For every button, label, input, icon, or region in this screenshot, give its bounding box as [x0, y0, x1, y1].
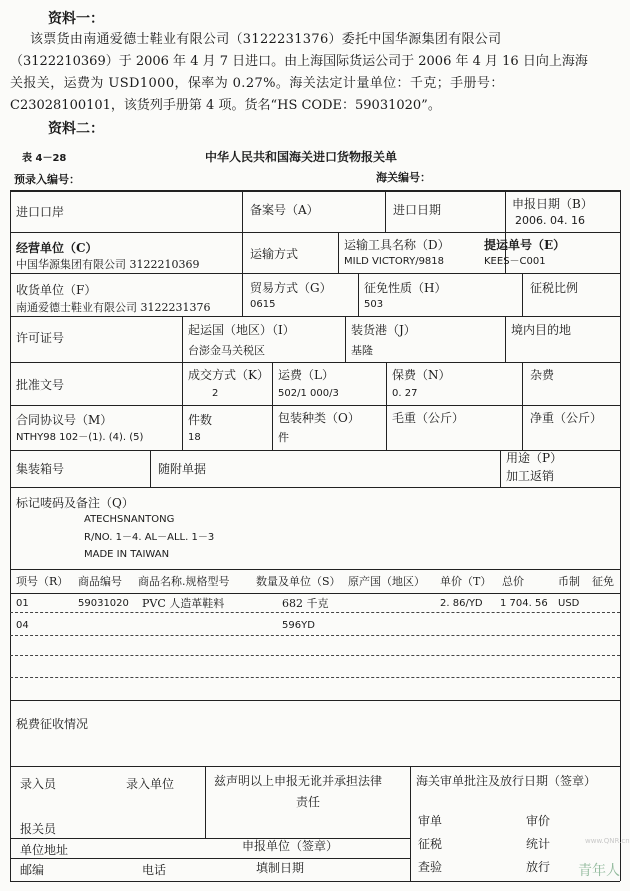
- statistics-label: 统计: [526, 837, 551, 851]
- goods-row-1-currency: USD: [558, 598, 580, 609]
- customs-number-label: 海关编号：: [376, 171, 431, 184]
- freight-value: 502/1 000/3: [278, 388, 339, 399]
- vessel-value: MILD VICTORY/9818: [344, 256, 445, 267]
- origin-country-label: 起运国（地区）（I）: [188, 323, 295, 337]
- vessel-label: 运输工具名称（D）: [344, 238, 450, 252]
- bill-number-label: 提运单号（E）: [484, 238, 566, 252]
- pieces-value: 18: [188, 432, 201, 443]
- duty-label: 征税: [418, 837, 443, 851]
- origin-country-value: 台澎金马关税区: [188, 344, 265, 357]
- fill-date-label: 填制日期: [256, 861, 305, 875]
- release-label: 放行: [526, 860, 551, 874]
- watermark-brand: 青年人: [578, 863, 620, 879]
- goods-row-1-item: 01: [16, 598, 29, 609]
- import-port-label: 进口口岸: [16, 205, 65, 219]
- customs-approval-label: 海关审单批注及放行日期（签章）: [416, 774, 597, 788]
- exemption-label: 征免性质（H）: [364, 281, 447, 295]
- goods-header-name: 商品名称.规格型号: [138, 575, 230, 588]
- table-number: 表 4－28: [22, 153, 67, 164]
- goods-header-total: 总价: [502, 575, 524, 588]
- declaration-text-2: 责任: [296, 795, 321, 809]
- goods-header-origin: 原产国（地区）: [348, 575, 425, 588]
- goods-header-currency: 币制: [558, 575, 580, 588]
- net-weight-label: 净重（公斤）: [530, 411, 603, 425]
- goods-row-1-qty: 682 千克: [282, 597, 329, 610]
- contract-number-value: NTHY98 102－(1). (4). (5): [16, 432, 144, 443]
- trade-mode-value: 0615: [250, 299, 276, 310]
- license-number-label: 许可证号: [16, 331, 65, 345]
- goods-header-unit-price: 单价（T）: [440, 575, 492, 588]
- goods-row-1-total: 1 704. 56: [500, 598, 548, 609]
- material1-heading: 资料一：: [48, 11, 104, 27]
- contract-number-label: 合同协议号（M）: [16, 413, 113, 427]
- package-type-label: 包装种类（O）: [278, 411, 360, 425]
- entry-person-label: 录入员: [20, 777, 57, 791]
- pre-entry-number-label: 预录入编号：: [14, 173, 80, 186]
- tax-ratio-label: 征税比例: [530, 281, 579, 295]
- goods-header-qty: 数量及单位（S）: [256, 575, 341, 588]
- goods-header-code: 商品编号: [78, 575, 122, 588]
- loading-port-label: 装货港（J）: [351, 323, 416, 337]
- marks-line-1: ATECHSNANTONG: [84, 514, 175, 525]
- insurance-label: 保费（N）: [392, 368, 451, 382]
- record-number-label: 备案号（A）: [250, 203, 319, 217]
- material1-line-3: 关报关，运费为 USD1000，保率为 0.27%。海关法定计量单位：千克；手册号：: [10, 76, 504, 91]
- pieces-label: 件数: [188, 413, 213, 427]
- consignee-value: 南通爱德士鞋业有限公司 3122231376: [16, 301, 211, 314]
- goods-header-item: 项号（R）: [16, 575, 69, 588]
- declare-date-label: 申报日期（B）: [512, 197, 593, 211]
- marks-line-2: R/NO. 1－4. AL－ALL. 1－3: [84, 532, 215, 543]
- package-type-value: 件: [278, 431, 289, 444]
- inspect-label: 查验: [418, 860, 443, 874]
- destination-label: 境内目的地: [511, 323, 572, 337]
- form-title: 中华人民共和国海关进口货物报关单: [205, 150, 398, 164]
- loading-port-value: 基隆: [351, 344, 373, 357]
- insurance-value: 0. 27: [392, 388, 418, 399]
- documents-label: 随附单据: [158, 462, 207, 476]
- phone-label: 电话: [142, 863, 167, 877]
- watermark-site: www.QNR.cn: [585, 837, 630, 845]
- review-label: 审单: [418, 814, 443, 828]
- tax-collection-label: 税费征收情况: [16, 717, 89, 731]
- consignee-label: 收货单位（F）: [16, 283, 97, 297]
- container-number-label: 集装箱号: [16, 462, 65, 476]
- gross-weight-label: 毛重（公斤）: [392, 411, 465, 425]
- goods-row-1-code: 59031020: [78, 598, 129, 609]
- goods-row-2-item: 04: [16, 620, 29, 631]
- entry-unit-label: 录入单位: [126, 777, 175, 791]
- postcode-label: 邮编: [20, 863, 45, 877]
- material2-heading: 资料二：: [48, 121, 104, 137]
- material1-line-2: （3122210369）于 2006 年 4 月 7 日进口。由上海国际货运公司于 2006 年 4 月 16 日向上海海: [10, 54, 588, 69]
- declare-date-value: 2006. 04. 16: [515, 214, 585, 227]
- goods-row-1-name: PVC 人造革鞋料: [142, 597, 225, 610]
- misc-fee-label: 杂费: [530, 368, 555, 382]
- deal-mode-value: 2: [212, 388, 219, 399]
- usage-label: 用途（P）: [506, 451, 563, 465]
- operator-label: 经营单位（C）: [16, 241, 98, 255]
- exemption-value: 503: [364, 299, 384, 310]
- operator-value: 中国华源集团有限公司 3122210369: [16, 258, 200, 271]
- marks-line-3: MADE IN TAIWAN: [84, 549, 170, 560]
- marks-label: 标记唛码及备注（Q）: [16, 496, 134, 510]
- goods-row-1-unit-price: 2. 86/YD: [440, 598, 483, 609]
- deal-mode-label: 成交方式（K）: [188, 368, 269, 382]
- freight-label: 运费（L）: [278, 368, 334, 382]
- declarant-label: 报关员: [20, 822, 57, 836]
- material1-line-4: C23028100101，该货列手册第 4 项。货名“HS CODE：59031020”。: [10, 98, 441, 113]
- declaration-text: 兹声明以上申报无讹并承担法律: [214, 774, 383, 788]
- pricing-label: 审价: [526, 814, 551, 828]
- usage-value: 加工返销: [506, 469, 555, 483]
- unit-address-label: 单位地址: [20, 843, 69, 857]
- approval-number-label: 批准文号: [16, 378, 65, 392]
- transport-mode-label: 运输方式: [250, 247, 299, 261]
- bill-number-value: KEES－C001: [484, 256, 546, 267]
- goods-row-2-qty: 596YD: [282, 620, 315, 631]
- trade-mode-label: 贸易方式（G）: [250, 281, 332, 295]
- goods-header-exemption: 征免: [592, 575, 614, 588]
- import-date-label: 进口日期: [393, 203, 442, 217]
- declare-unit-label: 申报单位（签章）: [242, 839, 339, 853]
- material1-line-1: 该票货由南通爱德士鞋业有限公司（3122231376）委托中国华源集团有限公司: [30, 32, 502, 47]
